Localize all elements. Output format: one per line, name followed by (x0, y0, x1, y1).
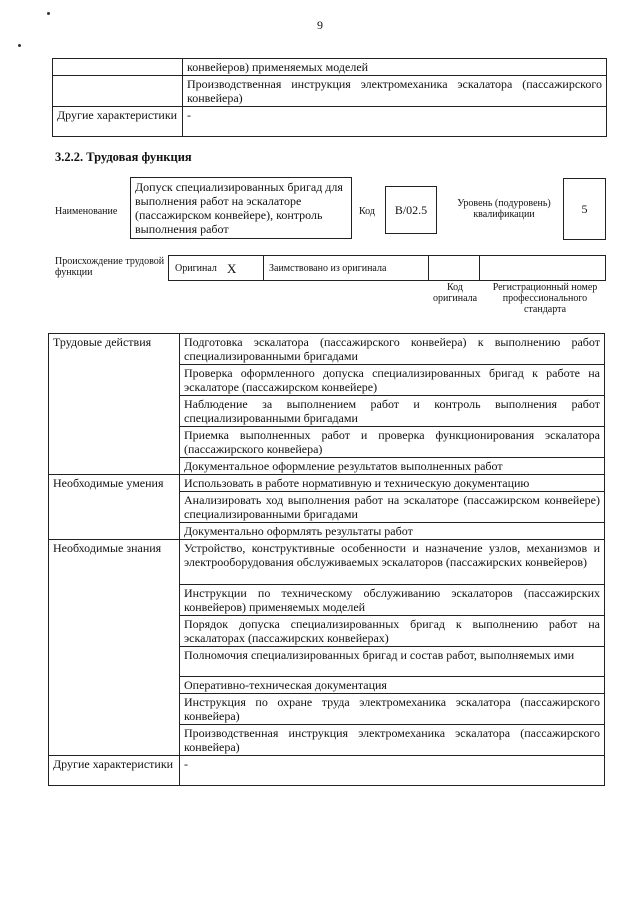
table-row (49, 540, 605, 585)
scan-dot (47, 12, 50, 15)
cell-text: Проверка оформленного допуска специализированных бригад к работе на эскалаторе (пассажирском конвейере) (180, 365, 605, 396)
table-row (49, 756, 605, 786)
divider (263, 256, 264, 280)
function-code: B/02.5 (385, 186, 437, 234)
original-label: Оригинал (175, 263, 217, 274)
page-number: 9 (317, 18, 323, 32)
cell-text: Использовать в работе нормативную и техническую документацию (180, 475, 605, 492)
row-value: конвейеров) применяемых моделей (183, 59, 607, 76)
group-label: Трудовые действия (49, 334, 180, 475)
function-name: Допуск специализированных бригад для выполнения работ на эскалаторе (пассажирском конвейере), контроль выполнения работ (130, 177, 352, 239)
divider (428, 256, 429, 280)
row-value: - (183, 107, 607, 137)
cell-text: Порядок допуска специализированных бригад к выполнению работ на эскалаторах (пассажирских конвейерах) (180, 616, 605, 647)
table-row (49, 334, 605, 365)
cell-text: Оперативно-техническая документация (180, 677, 605, 694)
level-label: Уровень (подуровень) квалификации (457, 198, 551, 220)
qualification-level: 5 (563, 178, 606, 240)
main-table (48, 333, 605, 786)
cell-text: Инструкции по техническому обслуживанию эскалаторов (пассажирских конвейеров) применяемых моделей (180, 585, 605, 616)
row-label: Другие характеристики (53, 107, 183, 137)
table-row (53, 76, 607, 107)
cell-text: Наблюдение за выполнением работ и контроль выполнения работ специализированными бригадами (180, 396, 605, 427)
group-label: Необходимые знания (49, 540, 180, 756)
table-row (53, 107, 607, 137)
reg-number-caption: Регистрационный номер профессионального стандарта (492, 282, 598, 315)
origin-row (168, 255, 606, 281)
cell-text: Приемка выполненных работ и проверка функционирования эскалатора (пассажирского конвейера) (180, 427, 605, 458)
origin-label: Происхождение трудовой функции (55, 256, 165, 278)
divider (479, 256, 480, 280)
cell-text: Документально оформлять результаты работ (180, 523, 605, 540)
cell-text: Инструкция по охране труда электромеханика эскалатора (пассажирского конвейера) (180, 694, 605, 725)
table-row (49, 475, 605, 492)
scan-dot (18, 44, 21, 47)
code-caption: Код оригинала (432, 282, 478, 304)
cell-text: Полномочия специализированных бригад и состав работ, выполняемых ими (180, 647, 605, 677)
row-value: Производственная инструкция электромеханика эскалатора (пассажирского конвейера) (183, 76, 607, 107)
row-label (53, 59, 183, 76)
row-label (53, 76, 183, 107)
original-mark: X (227, 261, 237, 276)
borrowed-label: Заимствовано из оригинала (269, 263, 387, 274)
cell-text: Анализировать ход выполнения работ на эскалаторе (пассажирском конвейере) специализированными бригадами (180, 492, 605, 523)
cell-text: Подготовка эскалатора (пассажирского конвейера) к выполнению работ специализированными бригадами (180, 334, 605, 365)
cell-text: Производственная инструкция электромеханика эскалатора (пассажирского конвейера) (180, 725, 605, 756)
section-heading: 3.2.2. Трудовая функция (55, 150, 192, 164)
code-label: Код (359, 206, 375, 217)
top-table (52, 58, 607, 137)
group-label: Необходимые умения (49, 475, 180, 540)
cell-text: Устройство, конструктивные особенности и назначение узлов, механизмов и электрооборудования обслуживаемых эскалаторов (пассажирских конвейеров) (180, 540, 605, 585)
cell-text: - (180, 756, 605, 786)
cell-text: Документальное оформление результатов выполненных работ (180, 458, 605, 475)
table-row (53, 59, 607, 76)
group-label: Другие характеристики (49, 756, 180, 786)
name-label: Наименование (55, 206, 118, 217)
